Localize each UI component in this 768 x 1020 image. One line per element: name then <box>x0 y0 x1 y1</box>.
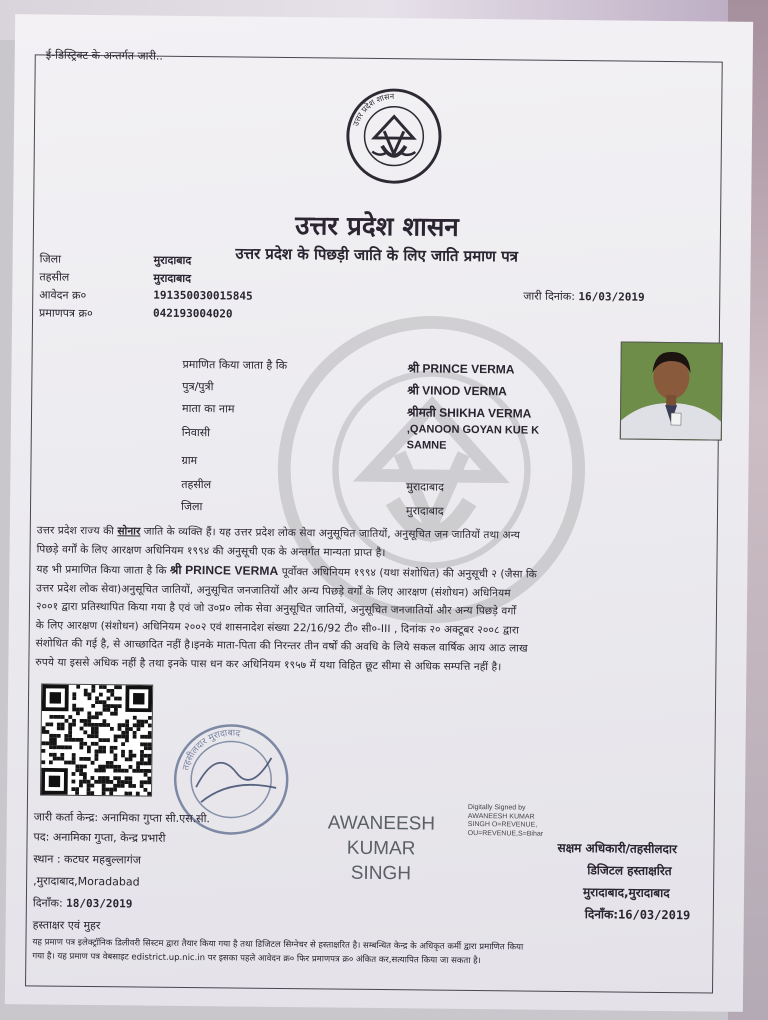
certificate-number-label: प्रमाणपत्र क्र० <box>39 306 93 320</box>
certificate-number: 042193004020 <box>153 306 233 321</box>
person-district-value: मुरादाबाद <box>405 505 444 518</box>
eligibility-line2: उत्तर प्रदेश लोक सेवा)अनुसूचित जातियों, अनुसूचित जनजातियों और अन्य पिछड़े वर्गों के लिए आरक्षण (संशोधन) अधिनियम <box>36 581 511 599</box>
district-label: जिला <box>39 252 62 266</box>
certify-label: प्रमाणित किया जाता है कि <box>182 357 288 373</box>
parent-label: पुत्र/पुत्री <box>182 379 214 394</box>
issue-date-value: 16/03/2019 <box>578 290 645 304</box>
mother-name: श्रीमती SHIKHA VERMA <box>406 405 532 421</box>
certificate-paper <box>5 14 753 1012</box>
residence-label: निवासी <box>181 425 211 440</box>
certificate-frame <box>25 48 723 993</box>
eligibility-line4: के लिए आरक्षण (संशोधन) अधिनियम २००२ एवं शासनादेश संख्या 22/16/92 टी० सी०-III , दिनांक २० अक्टूबर २००८ द्वारा <box>35 618 520 636</box>
issuing-center: जारी कर्ता केन्द्र: अनामिका गुप्ता सी.एस.सी. <box>33 810 211 826</box>
person-district-label: जिला <box>180 499 203 514</box>
footnote-line2: गया है। यह प्रमाण पत्र वेबसाइट edistrict.up.nic.in पर इसका पहले आवेदन क्र० फिर प्रमाणपत्र क्र० अंकित कर,सत्यापित किया जा सकता है। <box>32 951 481 967</box>
tehsil-value: मुरादाबाद <box>153 271 192 286</box>
authority-sign: डिजिटल हस्ताक्षरित <box>587 863 672 879</box>
authority-date-value: 16/03/2019 <box>618 907 691 923</box>
issuer-date-label: दिनाँक: <box>32 896 63 910</box>
qr-code <box>40 683 153 796</box>
issue-date-label: जारी दिनांक: <box>523 289 576 304</box>
eligibility-line5: संशोधित की गई है, से आच्छादित नहीं है।इनके माता-पिता की निरन्तर तीन वर्षों की अवधि के लिये सकल वार्षिक आय आठ लाख <box>35 637 528 655</box>
signer-name-line1: AWANEESH <box>327 812 436 835</box>
digital-signature-info <box>468 804 544 839</box>
caste-line2: पिछड़े वर्गों के लिए आरक्षण अधिनियम १९९४ की अनुसूची एक के अन्तर्गत मान्यता प्राप्त है। <box>36 542 386 559</box>
eligibility-line6: रुपये या इससे अधिक नहीं है तथा इनके पास धन कर अधिनियम १९५७ में यथा विहित छूट सीमा से अधिक सम्पत्ति नहीं है। <box>35 655 502 673</box>
issuer-place: स्थान : कटघर महबुल्लागंज <box>33 852 141 867</box>
verification-footnote <box>32 935 712 970</box>
sign-and-seal-label: हस्ताक्षर एवं मुहर <box>32 918 101 933</box>
residence-line2: SAMNE <box>406 439 447 452</box>
village-label: ग्राम <box>181 453 198 468</box>
authority-place: मुरादाबाद,मुरादाबाद <box>582 885 670 901</box>
svg-text:तहसीलदार मुरादाबाद <box>181 728 241 772</box>
signer-name <box>327 810 435 886</box>
issuer-place-line2: ,मुरादाबाद,Moradabad <box>33 874 140 889</box>
issue-date <box>523 288 645 304</box>
eligibility-line1a: यह भी प्रमाणित किया जाता है कि <box>36 563 171 577</box>
header-note: ई-डिस्ट्रिक्ट के अन्तर्गत जारी.. <box>45 48 163 63</box>
caste-name: सोनार <box>117 525 141 538</box>
signer-name-line2: KUMAR <box>346 837 416 860</box>
residence-line1: ,QANOON GOYAN KUE K <box>406 423 540 437</box>
person-tehsil-label: तहसील <box>181 477 212 492</box>
eligibility-paragraph <box>35 559 716 678</box>
certificate-title: उत्तर प्रदेश शासन <box>295 211 459 243</box>
eligibility-line3: २००१ द्वारा प्रतिस्थापित किया गया है एवं जो उ०प्र० लोक सेवा अनुसूचित जातियों, अनुसूचित जनजातियों और अन्य पिछड़े वर्गों <box>35 600 517 618</box>
seal-ring-text: तहसीलदार मुरादाबाद <box>181 728 241 772</box>
digital-signature-line: SINGH O=REVENUE, <box>467 820 538 829</box>
application-number: 191350030015845 <box>153 288 253 303</box>
applicant-name: श्री PRINCE VERMA <box>407 361 515 377</box>
issuer-date <box>33 895 133 911</box>
emblem-ring-text: उत्तर प्रदेश शासन <box>351 91 395 128</box>
caste-pre-text: उत्तर प्रदेश राज्य की <box>36 524 118 538</box>
state-emblem-icon <box>344 87 443 186</box>
authority-date <box>585 905 691 923</box>
eligibility-line1b: पूर्वोक्त अधिनियम १९९४ (यथा संशोधित) की अनुसूची २ (जैसा कि <box>278 565 537 581</box>
mother-label: माता का नाम <box>182 401 235 416</box>
caste-paragraph <box>37 521 717 565</box>
digital-signature-line: Digitally Signed by <box>467 803 526 812</box>
signer-name-line3: SINGH <box>350 862 412 885</box>
eligibility-name: श्री PRINCE VERMA <box>169 562 279 578</box>
caste-line1: जाति के व्यक्ति हैं। यह उत्तर प्रदेश लोक सेवा अनुसूचित जातियों, अनुसूचित जन जातियों तथा अन्य <box>140 525 521 542</box>
authority-title: सक्षम अधिकारी/तहसीलदार <box>557 840 677 857</box>
certificate-subtitle: उत्तर प्रदेश के पिछड़ी जाति के लिए जाति प्रमाण पत्र <box>235 244 519 266</box>
digital-signature-line: AWANEESH KUMAR <box>467 812 535 821</box>
issuer-date-value: 18/03/2019 <box>66 896 133 911</box>
district-value: मुरादाबाद <box>153 253 192 268</box>
tehsil-label: तहसील <box>39 270 70 284</box>
footnote-line1: यह प्रमाण पत्र इलेक्ट्रॉनिक डिलीवरी सिस्टम द्वारा तैयार किया गया है तथा डिजिटल सिग्नेचर से हस्ताक्षरित है। सम्बन्धित केन्द्र के अधिकृत कर्मी द्वारा प्रमाणित किया <box>32 937 524 953</box>
parent-name: श्री VINOD VERMA <box>407 383 507 399</box>
person-tehsil-value: मुरादाबाद <box>406 481 444 494</box>
digital-signature-line: OU=REVENUE,S=Bihar <box>467 829 544 838</box>
authority-date-label: दिनाँक: <box>584 907 619 922</box>
application-label: आवेदन क्र० <box>39 288 87 302</box>
applicant-photo <box>620 342 723 441</box>
issuer-post: पद: अनामिका गुप्ता, केन्द्र प्रभारी <box>33 830 166 845</box>
